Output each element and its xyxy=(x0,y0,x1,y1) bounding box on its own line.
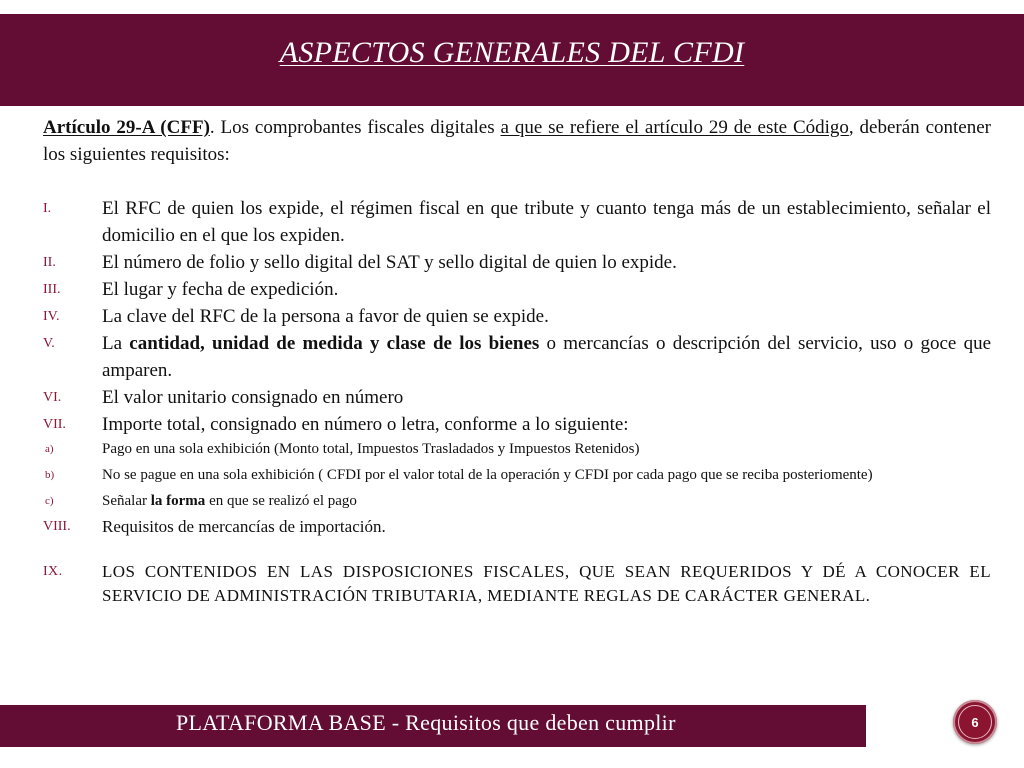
requirement-item xyxy=(43,560,991,608)
footer-bar xyxy=(0,705,866,747)
sub-requirement-item xyxy=(43,464,991,487)
page-number: 6 xyxy=(958,705,992,739)
sub-requirement-text: Pago en una sola exhibición (Monto total, Impuestos Trasladados y Impuestos Retenidos) xyxy=(102,441,640,457)
sub-requirement-text-bold: la forma xyxy=(150,493,206,509)
requirement-text-post: o mercancías o descripción del servicio, uso o goce que amparen. xyxy=(102,333,992,381)
requirement-item xyxy=(43,195,991,249)
requirement-item xyxy=(43,276,991,303)
requirement-numeral: IX. xyxy=(43,564,63,579)
sub-requirements-list xyxy=(43,438,991,513)
requirement-numeral: VIII. xyxy=(43,519,71,534)
sub-requirement-letter: c) xyxy=(45,495,54,507)
requirement-text: El número de folio y sello digital del SAT y sello digital de quien lo expide. xyxy=(102,252,677,273)
requirement-numeral: IV. xyxy=(43,309,60,324)
sub-requirement-text-post: en que se realizó el pago xyxy=(205,493,357,509)
requirement-text: Requisitos de mercancías de importación. xyxy=(102,517,386,536)
requirement-numeral: VI. xyxy=(43,390,62,405)
article-reference: Artículo 29-A (CFF) xyxy=(43,117,210,138)
footer-title: PLATAFORMA BASE - Requisitos que deben cumplir xyxy=(176,710,676,735)
requirements-list xyxy=(43,195,991,608)
requirement-text: El valor unitario consignado en número xyxy=(102,387,404,408)
sub-requirement-text: No se pague en una sola exhibición ( CFDI por el valor total de la operación y CFDI por cada pago que se reciba posteriomente) xyxy=(102,467,873,483)
header-bar xyxy=(0,14,1024,106)
requirement-item xyxy=(43,303,991,330)
requirement-text: Importe total, consignado en número o letra, conforme a lo siguiente: xyxy=(102,414,629,435)
sub-requirement-item xyxy=(43,490,991,513)
requirement-numeral: II. xyxy=(43,255,56,270)
requirement-numeral: I. xyxy=(43,201,52,216)
requirement-numeral: VII. xyxy=(43,417,66,432)
requirement-numeral: III. xyxy=(43,282,61,297)
intro-text-1: . Los comprobantes fiscales digitales xyxy=(209,117,501,138)
intro-text-2: , deberán contener los siguientes requisitos: xyxy=(43,117,991,165)
requirement-item xyxy=(43,330,991,384)
requirement-text: LOS CONTENIDOS EN LAS DISPOSICIONES FISCALES, QUE SEAN REQUERIDOS Y DÉ A CONOCER EL SERVICIO DE ADMINISTRACIÓN TRIBUTARIA, MEDIANTE REGLAS DE CARÁCTER GENERAL. xyxy=(102,562,991,605)
requirement-text: El RFC de quien los expide, el régimen fiscal en que tribute y cuanto tenga más de un establecimiento, señalar el domicilio en el que los expiden. xyxy=(102,198,991,246)
sub-requirement-text-pre: Señalar xyxy=(102,493,151,509)
sub-requirement-letter: a) xyxy=(45,443,54,455)
requirement-text: La clave del RFC de la persona a favor de quien se expide. xyxy=(102,306,549,327)
sub-requirement-letter: b) xyxy=(45,469,55,481)
requirement-text: El lugar y fecha de expedición. xyxy=(102,279,339,300)
requirement-text-pre: La xyxy=(102,333,130,354)
requirement-item xyxy=(43,384,991,411)
page-number-badge xyxy=(953,700,997,744)
requirement-item xyxy=(43,513,991,540)
sub-requirement-item xyxy=(43,438,991,461)
requirement-numeral: V. xyxy=(43,336,55,351)
slide-content xyxy=(43,114,991,608)
intro-paragraph xyxy=(43,114,991,168)
requirement-text-bold: cantidad, unidad de medida y clase de los bienes xyxy=(129,333,540,354)
requirement-item xyxy=(43,411,991,513)
requirement-item xyxy=(43,249,991,276)
slide-title: ASPECTOS GENERALES DEL CFDI xyxy=(279,36,745,69)
article-29-reference: a que se refiere el artículo 29 de este Código xyxy=(500,117,849,138)
